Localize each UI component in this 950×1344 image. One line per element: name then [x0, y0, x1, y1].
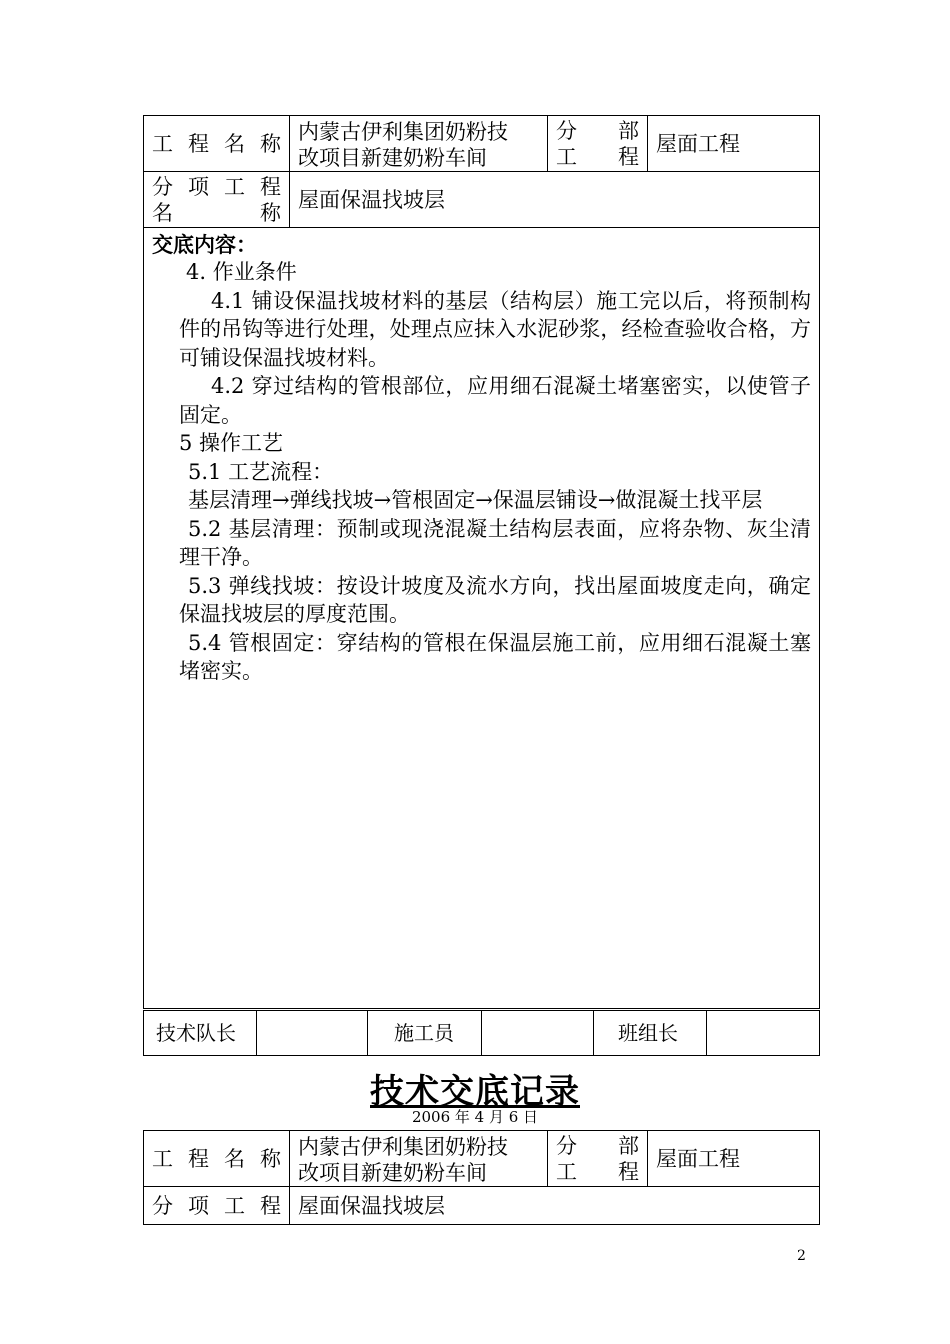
document-title: 技术交底记录: [370, 1072, 580, 1112]
label-char: 分: [152, 174, 173, 199]
content-row: [144, 228, 820, 1009]
label-char: 称: [260, 1146, 281, 1171]
label-char: 程: [260, 1193, 281, 1218]
tech-leader-label: 技术队长: [144, 1011, 257, 1056]
division-label: [548, 1131, 648, 1187]
paragraph: 基层清理→弹线找坡→管根固定→保温层铺设→做混凝土找平层: [188, 488, 763, 512]
subitem-row: [144, 172, 820, 228]
label-char: 程: [188, 1146, 209, 1171]
division-label: [548, 116, 648, 172]
label-char: 分: [556, 1133, 577, 1158]
page-number: 2: [797, 1248, 806, 1264]
label-char: 分: [152, 1193, 173, 1218]
paragraph: 5.3 弹线找坡：按设计坡度及流水方向，找出屋面坡度走向，确定保温找坡层的厚度范围。: [179, 573, 811, 626]
record-table: [143, 115, 820, 1009]
label-char: 名: [224, 1146, 245, 1171]
tech-leader-signature: [257, 1011, 368, 1056]
label-char: 程: [618, 144, 639, 169]
subitem-value: 屋面保温找坡层: [290, 1187, 820, 1225]
signature-table: [143, 1010, 820, 1056]
label-char: 程: [260, 174, 281, 199]
label-char: 程: [188, 131, 209, 156]
label-char: 工: [224, 1193, 245, 1218]
project-name-value: [290, 1131, 548, 1187]
paragraph: 4.2 穿过结构的管根部位，应用细石混凝土堵塞密实，以使管子固定。: [179, 374, 811, 427]
division-value: 屋面工程: [648, 116, 820, 172]
project-name-label: [144, 1131, 290, 1187]
label-char: 部: [618, 118, 639, 143]
subitem-label: [144, 1187, 290, 1225]
project-name-value: [290, 116, 548, 172]
label-char: 称: [260, 131, 281, 156]
document-date: 2006 年 4 月 6 日: [411, 1108, 539, 1126]
project-row: [144, 116, 820, 172]
division-value: 屋面工程: [648, 1131, 820, 1187]
team-leader-signature: [707, 1011, 820, 1056]
subitem-value: 屋面保温找坡层: [290, 172, 820, 228]
paragraph: 5.1 工艺流程：: [188, 459, 334, 484]
label-char: 称: [260, 200, 281, 225]
paragraph: 4.1 铺设保温找坡材料的基层（结构层）施工完以后，将预制构件的吊钩等进行处理，处理点应抹入水泥砂浆，经检查验收合格，方可铺设保温找坡材料。: [179, 288, 811, 370]
paragraph: 4. 作业条件: [186, 260, 297, 284]
label-char: 项: [188, 1193, 209, 1218]
value-line: 改项目新建奶粉车间: [298, 145, 487, 170]
label-char: 名: [152, 200, 173, 225]
paragraph: 5.2 基层清理：预制或现浇混凝土结构层表面，应将杂物、灰尘清理干净。: [179, 516, 811, 569]
project-name-label: [144, 116, 290, 172]
team-leader-label: 班组长: [594, 1011, 707, 1056]
label-char: 名: [224, 131, 245, 156]
paragraph: 5.4 管根固定：穿结构的管根在保温层施工前，应用细石混凝土塞堵密实。: [179, 630, 811, 683]
label-char: 程: [618, 1159, 639, 1184]
content-title: 交底内容：: [152, 233, 257, 257]
second-record-table: [143, 1130, 820, 1225]
label-char: 工: [152, 1146, 173, 1171]
label-char: 工: [224, 174, 245, 199]
value-line: 内蒙古伊利集团奶粉技: [298, 1134, 508, 1159]
paragraph: 5 操作工艺: [179, 431, 284, 455]
value-line: 改项目新建奶粉车间: [298, 1160, 487, 1185]
constructor-label: 施工员: [368, 1011, 482, 1056]
label-char: 分: [556, 118, 577, 143]
label-char: 工: [152, 131, 173, 156]
label-char: 工: [556, 1159, 577, 1184]
constructor-signature: [482, 1011, 594, 1056]
content-cell: [144, 228, 820, 1009]
label-char: 部: [618, 1133, 639, 1158]
value-line: 内蒙古伊利集团奶粉技: [298, 119, 508, 144]
subitem-label: [144, 172, 290, 228]
label-char: 工: [556, 144, 577, 169]
label-char: 项: [188, 174, 209, 199]
